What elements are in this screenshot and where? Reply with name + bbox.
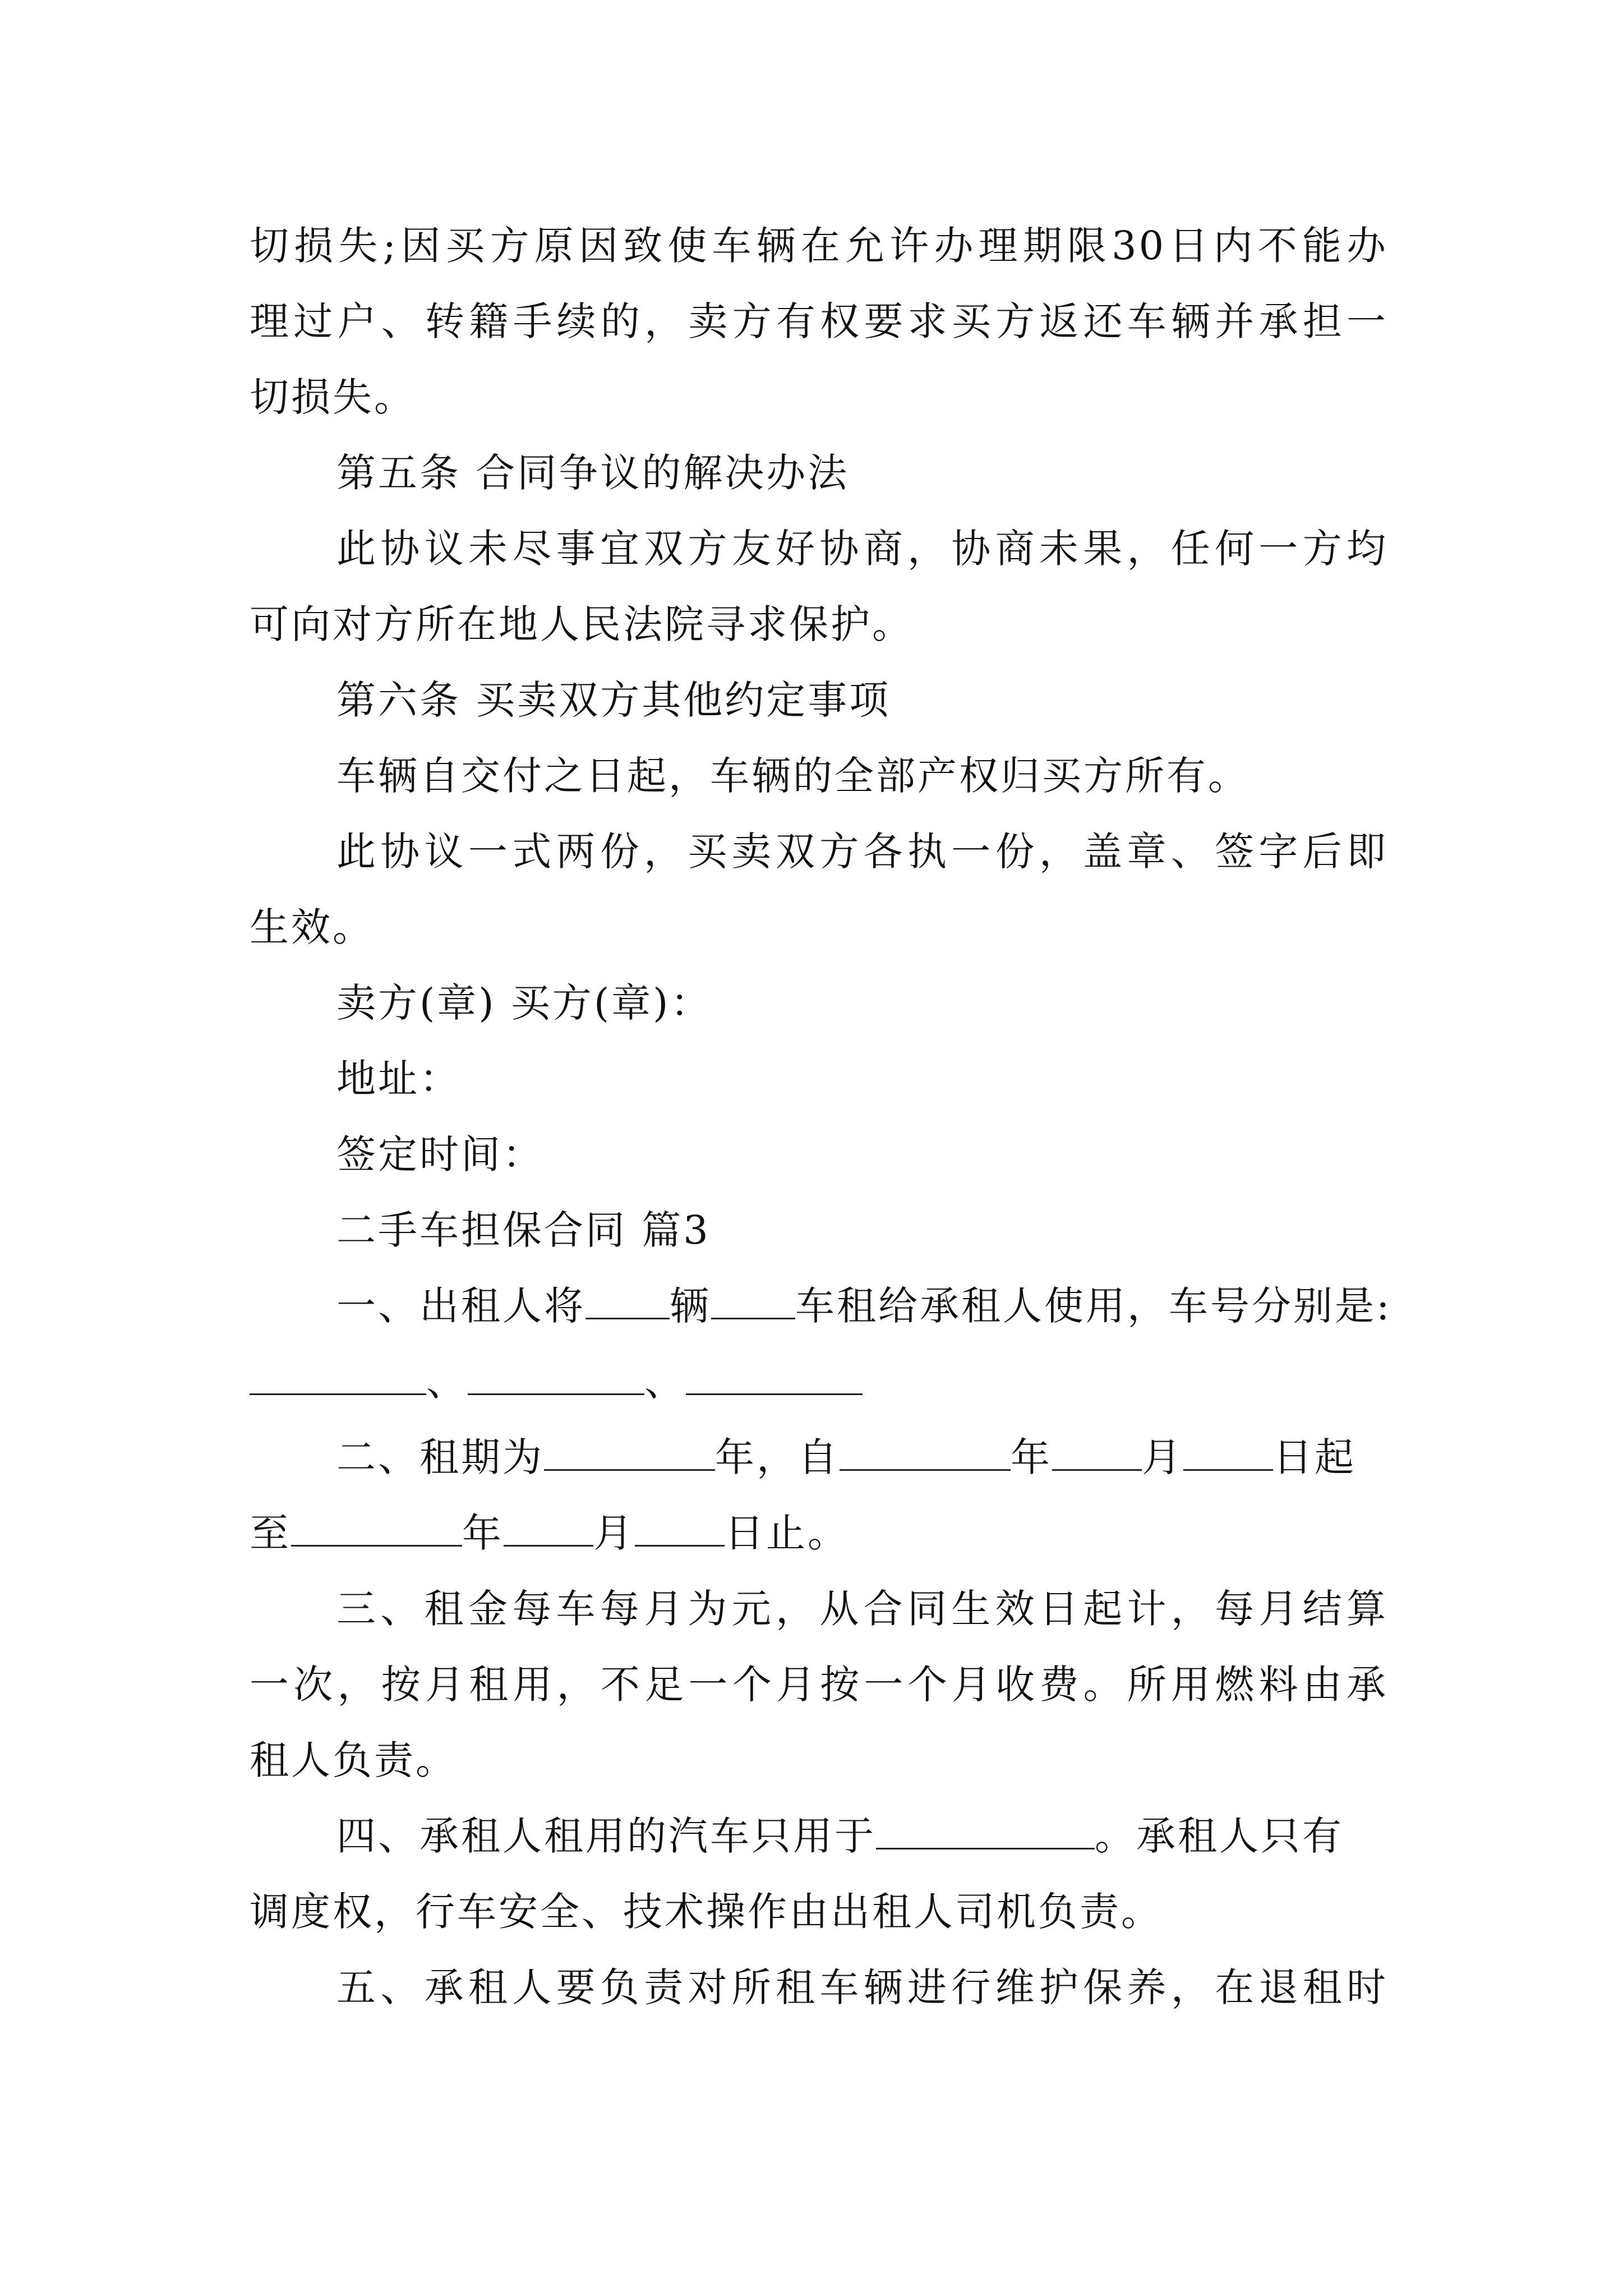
paragraph-line: 租人负责。: [250, 1737, 457, 1783]
text-segment: 一、出租人将: [336, 1283, 585, 1329]
text-segment: 、: [426, 1359, 468, 1405]
text-segment: 至: [250, 1510, 291, 1556]
clause-line: [250, 1342, 1388, 1421]
signing-date-line: 签定时间：: [336, 1131, 544, 1177]
blank-field: [468, 1354, 644, 1395]
text-segment: 年: [1011, 1434, 1052, 1480]
section-heading: 第五条 合同争议的解决办法: [336, 450, 850, 496]
blank-field: [585, 1278, 670, 1319]
signature-line: 卖方(章) 买方(章)：: [336, 980, 712, 1026]
paragraph-line: 切损失。: [250, 374, 416, 420]
text-segment: 车租给承租人使用，车号分别是:: [795, 1283, 1392, 1329]
clause-line: [336, 1267, 1392, 1345]
paragraph-line: 理过户、转籍手续的，卖方有权要求买方返还车辆并承担一: [250, 298, 1388, 344]
blank-field: [250, 1354, 426, 1395]
text-segment: 年: [462, 1510, 504, 1556]
blank-field: [291, 1506, 462, 1547]
paragraph-line: 车辆自交付之日起，车辆的全部产权归买方所有。: [336, 753, 1249, 799]
paragraph-line: 切损失;因买方原因致使车辆在允许办理期限30日内不能办: [250, 223, 1388, 269]
text-segment: 、: [644, 1359, 686, 1405]
blank-field: [1183, 1430, 1273, 1471]
text-segment: 日止。: [725, 1510, 849, 1556]
contract-title: 二手车担保合同 篇3: [336, 1207, 711, 1253]
text-segment: 年，自: [715, 1434, 840, 1480]
blank-field: [840, 1430, 1011, 1471]
blank-field: [686, 1354, 863, 1395]
address-line: 地址：: [336, 1056, 461, 1102]
paragraph-line: 生效。: [250, 904, 374, 950]
paragraph-line: 五、承租人要负责对所租车辆进行维护保养，在退租时: [336, 1964, 1388, 2010]
text-segment: 日起: [1273, 1434, 1356, 1480]
blank-field: [1052, 1430, 1142, 1471]
blank-field: [711, 1278, 795, 1319]
blank-field: [544, 1430, 715, 1471]
clause-line: [336, 1418, 1388, 1497]
text-segment: 月: [1142, 1434, 1183, 1480]
blank-field: [635, 1506, 725, 1547]
paragraph-line: 三、租金每车每月为元，从合同生效日起计，每月结算: [336, 1586, 1388, 1632]
paragraph-line: 调度权，行车安全、技术操作由出租人司机负责。: [250, 1889, 1163, 1935]
text-segment: 四、承租人租用的汽车只用于: [336, 1813, 876, 1859]
text-segment: 二、租期为: [336, 1434, 544, 1480]
clause-line: [250, 1494, 1388, 1572]
paragraph-line: 可向对方所在地人民法院寻求保护。: [250, 601, 914, 647]
paragraph-line: 此协议一式两份，买卖双方各执一份，盖章、签字后即: [336, 829, 1388, 875]
text-segment: 辆: [670, 1283, 711, 1329]
paragraph-line: 此协议未尽事宜双方友好协商，协商未果，任何一方均: [336, 526, 1388, 572]
text-segment: 月: [593, 1510, 635, 1556]
text-segment: 。承租人只有: [1095, 1813, 1344, 1859]
paragraph-line: 一次，按月租用，不足一个月按一个月收费。所用燃料由承: [250, 1662, 1388, 1708]
clause-line: [336, 1797, 1388, 1875]
blank-field: [876, 1809, 1095, 1849]
section-heading: 第六条 买卖双方其他约定事项: [336, 677, 891, 723]
blank-field: [504, 1506, 593, 1547]
